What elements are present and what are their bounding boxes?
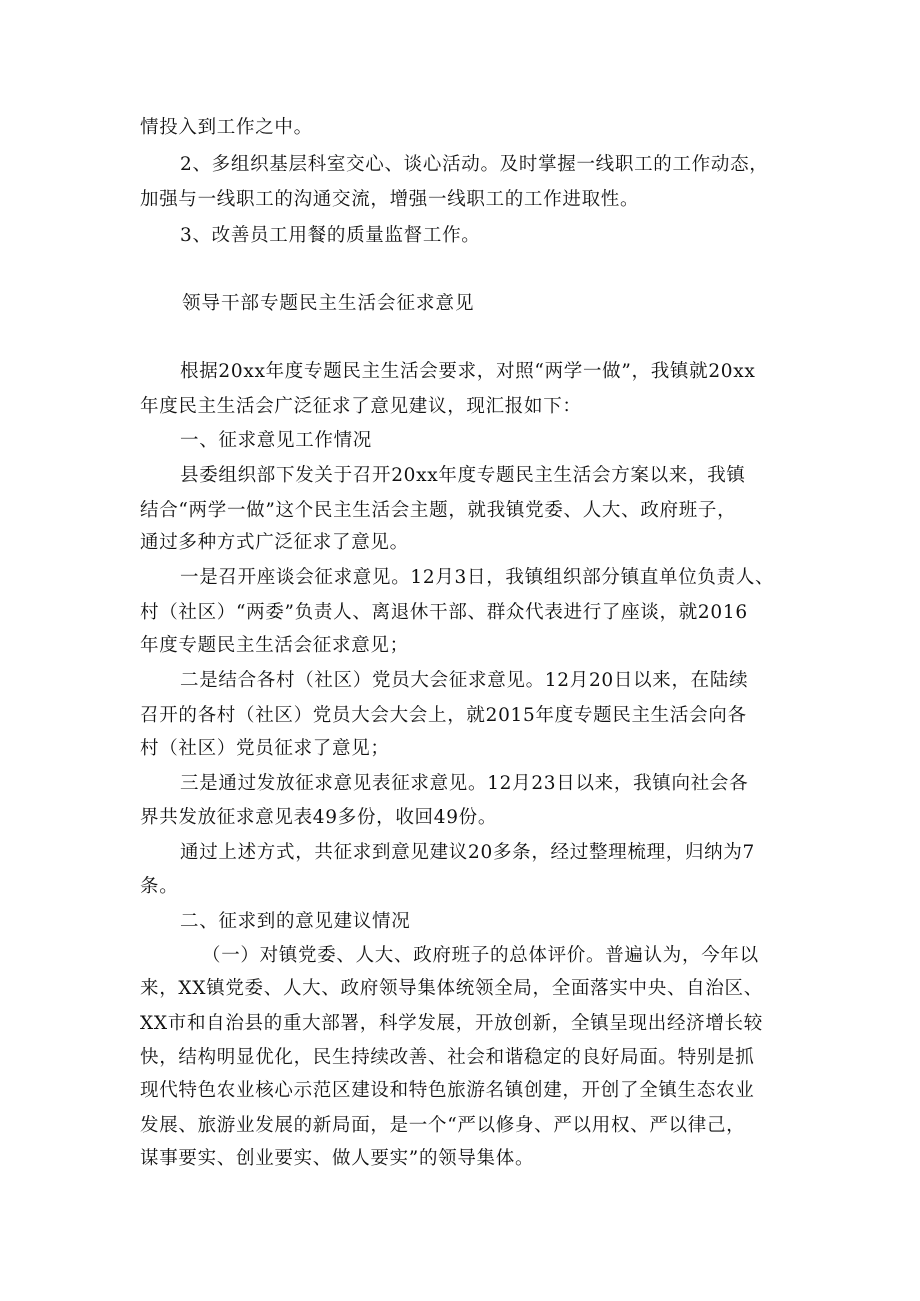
text-line: 界共发放征求意见表49多份，收回49份。 bbox=[140, 807, 498, 828]
text-line: 二是结合各村（社区）党员大会征求意见。12月20日以来，在陆续 bbox=[180, 670, 749, 691]
text-line: 通过上述方式，共征求到意见建议20多条，经过整理梳理，归纳为7 bbox=[180, 842, 756, 863]
text-line: 发展、旅游业发展的新局面，是一个“严以修身、严以用权、严以律己， bbox=[140, 1115, 746, 1136]
text-line: XX市和自治县的重大部署，科学发展，开放创新，全镇呈现出经济增长较 bbox=[140, 1013, 763, 1034]
section-title: 领导干部专题民主生活会征求意见 bbox=[182, 293, 475, 314]
text-line: 年度民主生活会广泛征求了意见建议，现汇报如下： bbox=[140, 396, 582, 417]
text-line: 现代特色农业核心示范区建设和特色旅游名镇创建，开创了全镇生态农业 bbox=[140, 1080, 755, 1101]
text-line: 一是召开座谈会征求意见。12月3日，我镇组织部分镇直单位负责人、 bbox=[180, 567, 775, 588]
text-line: 2、多组织基层科室交心、谈心活动。及时掌握一线职工的工作动态， bbox=[180, 154, 769, 175]
text-line: 召开的各村（社区）党员大会大会上，就2015年度专题民主生活会向各 bbox=[140, 705, 747, 726]
text-line: 谋事要实、创业要实、做人要实”的领导集体。 bbox=[140, 1148, 535, 1169]
text-line: 村（社区）“两委”负责人、离退休干部、群众代表进行了座谈，就2016 bbox=[140, 602, 748, 623]
section-heading: 二、征求到的意见建议情况 bbox=[180, 911, 411, 932]
text-line: 县委组织部下发关于召开20xx年度专题民主生活会方案以来，我镇 bbox=[180, 465, 746, 486]
text-line: 情投入到工作之中。 bbox=[140, 117, 313, 138]
text-line: 来，XX镇党委、人大、政府领导集体统领全局，全面落实中央、自治区、 bbox=[140, 978, 763, 999]
text-line: （一）对镇党委、人大、政府班子的总体评价。普遍认为，今年以 bbox=[202, 945, 759, 966]
text-line: 年度专题民主生活会征求意见； bbox=[140, 635, 409, 656]
text-line: 村（社区）党员征求了意见； bbox=[140, 738, 390, 759]
section-heading: 一、征求意见工作情况 bbox=[180, 430, 373, 451]
text-line: 通过多种方式广泛征求了意见。 bbox=[140, 532, 409, 553]
text-line: 三是通过发放征求意见表征求意见。12月23日以来，我镇向社会各 bbox=[180, 773, 749, 794]
text-line: 加强与一线职工的沟通交流，增强一线职工的工作进取性。 bbox=[140, 189, 640, 210]
text-line: 3、改善员工用餐的质量监督工作。 bbox=[180, 225, 481, 246]
text-line: 快，结构明显优化，民生持续改善、社会和谐稳定的良好局面。特别是抓 bbox=[140, 1047, 755, 1068]
text-line: 结合“两学一做”这个民主生活会主题，就我镇党委、人大、政府班子， bbox=[140, 500, 737, 521]
text-line: 条。 bbox=[140, 876, 179, 897]
text-line: 根据20xx年度专题民主生活会要求，对照“两学一做”，我镇就20xx bbox=[180, 361, 756, 382]
